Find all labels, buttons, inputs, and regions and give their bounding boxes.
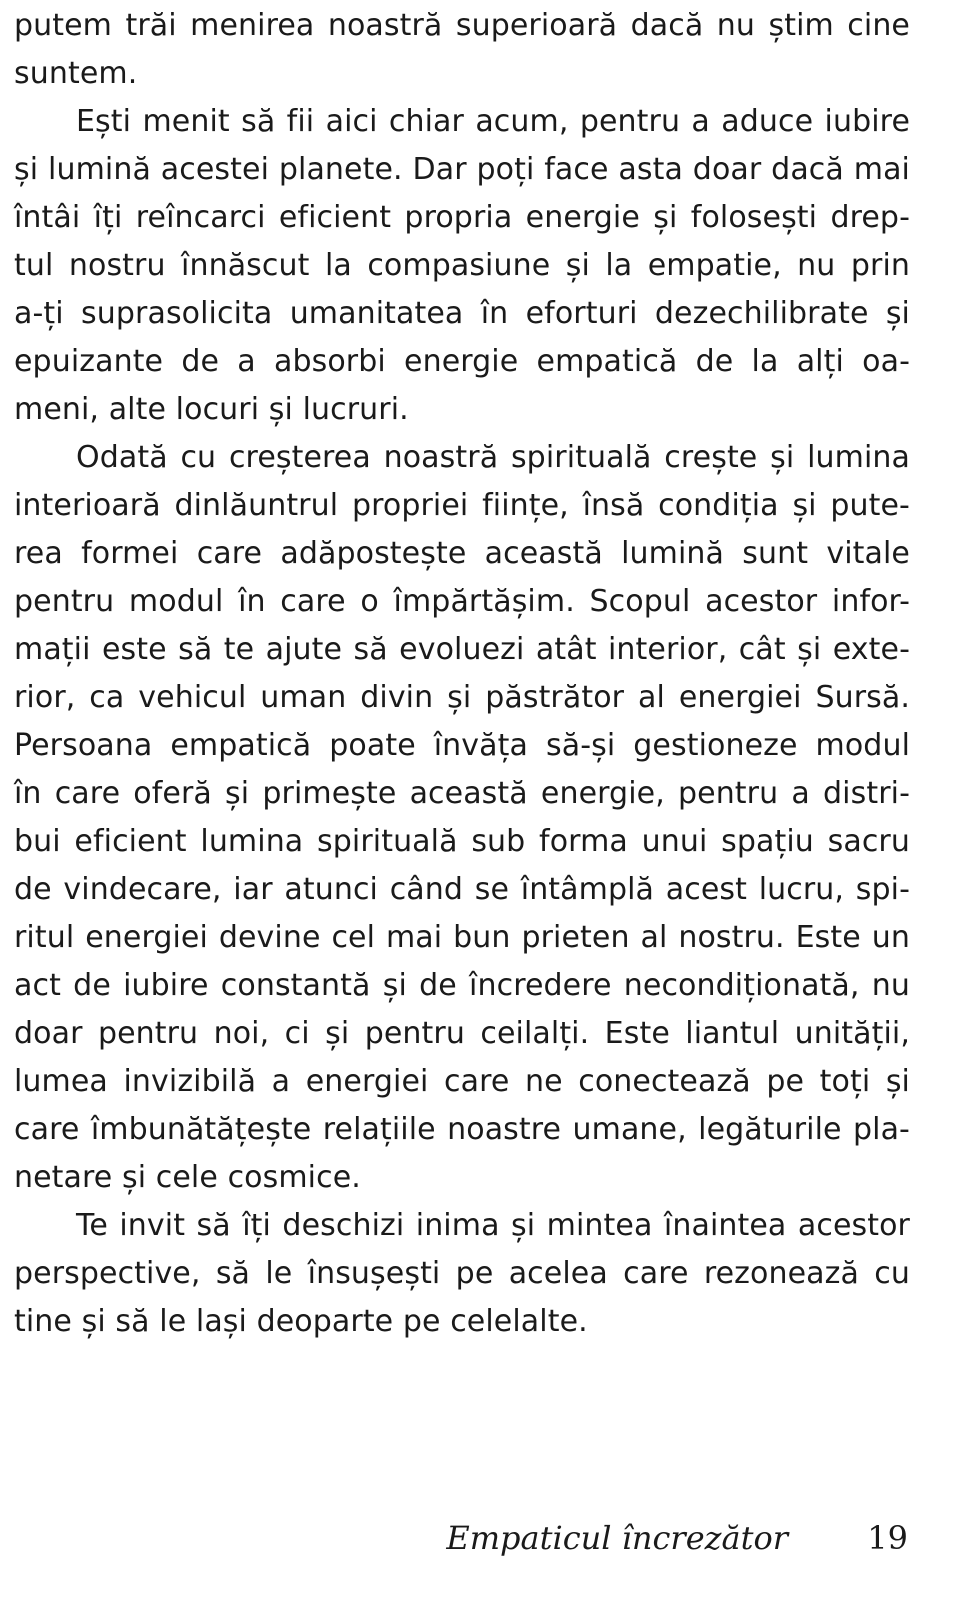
- body-text: [14, 2, 910, 1346]
- text-line: a-ți suprasolicita umanitatea în eforturi dezechilibrate și: [14, 296, 910, 331]
- text-line: rea formei care adăpostește această lumină sunt vitale: [14, 536, 910, 571]
- text-line: Ești menit să fii aici chiar acum, pentru a aduce iubire: [76, 104, 910, 139]
- text-line: de vindecare, iar atunci când se întâmplă acest lucru, spi-: [14, 872, 910, 907]
- text-line: rior, ca vehicul uman divin și păstrător al energiei Sursă.: [14, 680, 910, 715]
- text-line: mații este să te ajute să evoluezi atât interior, cât și exte-: [14, 632, 910, 667]
- text-line: Odată cu creșterea noastră spirituală crește și lumina: [76, 440, 910, 475]
- text-line: suntem.: [14, 56, 138, 91]
- text-line: lumea invizibilă a energiei care ne conectează pe toți și: [14, 1064, 910, 1099]
- text-line: pentru modul în care o împărtășim. Scopul acestor infor-: [14, 584, 910, 619]
- text-line: Persoana empatică poate învăța să-și gestioneze modul: [14, 728, 910, 763]
- page-number: 19: [867, 1519, 908, 1557]
- text-line: tine și să le lași deoparte pe celelalte.: [14, 1304, 588, 1339]
- text-line: în care oferă și primește această energie, pentru a distri-: [14, 776, 910, 811]
- text-line: netare și cele cosmice.: [14, 1160, 361, 1195]
- text-line: tul nostru înnăscut la compasiune și la empatie, nu prin: [14, 248, 910, 283]
- text-line: epuizante de a absorbi energie empatică de la alți oa-: [14, 344, 910, 379]
- text-line: perspective, să le însușești pe acelea care rezonează cu: [14, 1256, 910, 1291]
- page-footer: [0, 1516, 980, 1566]
- text-line: act de iubire constantă și de încredere necondiționată, nu: [14, 968, 910, 1003]
- text-line: meni, alte locuri și lucruri.: [14, 392, 409, 427]
- running-title: Empaticul încrezător: [446, 1519, 788, 1557]
- text-line: Te invit să îți deschizi inima și mintea înaintea acestor: [76, 1208, 910, 1243]
- text-line: bui eficient lumina spirituală sub forma unui spațiu sacru: [14, 824, 910, 859]
- text-line: interioară dinlăuntrul propriei ființe, însă condiția și pute-: [14, 488, 910, 523]
- text-line: doar pentru noi, ci și pentru ceilalți. Este liantul unității,: [14, 1016, 910, 1051]
- text-line: și lumină acestei planete. Dar poți face asta doar dacă mai: [14, 152, 910, 187]
- text-line: putem trăi menirea noastră superioară dacă nu știm cine: [14, 8, 910, 43]
- text-line: întâi îți reîncarci eficient propria energie și folosești drep-: [14, 200, 910, 235]
- text-line: ritul energiei devine cel mai bun prieten al nostru. Este un: [14, 920, 910, 955]
- text-line: care îmbunătățește relațiile noastre umane, legăturile pla-: [14, 1112, 910, 1147]
